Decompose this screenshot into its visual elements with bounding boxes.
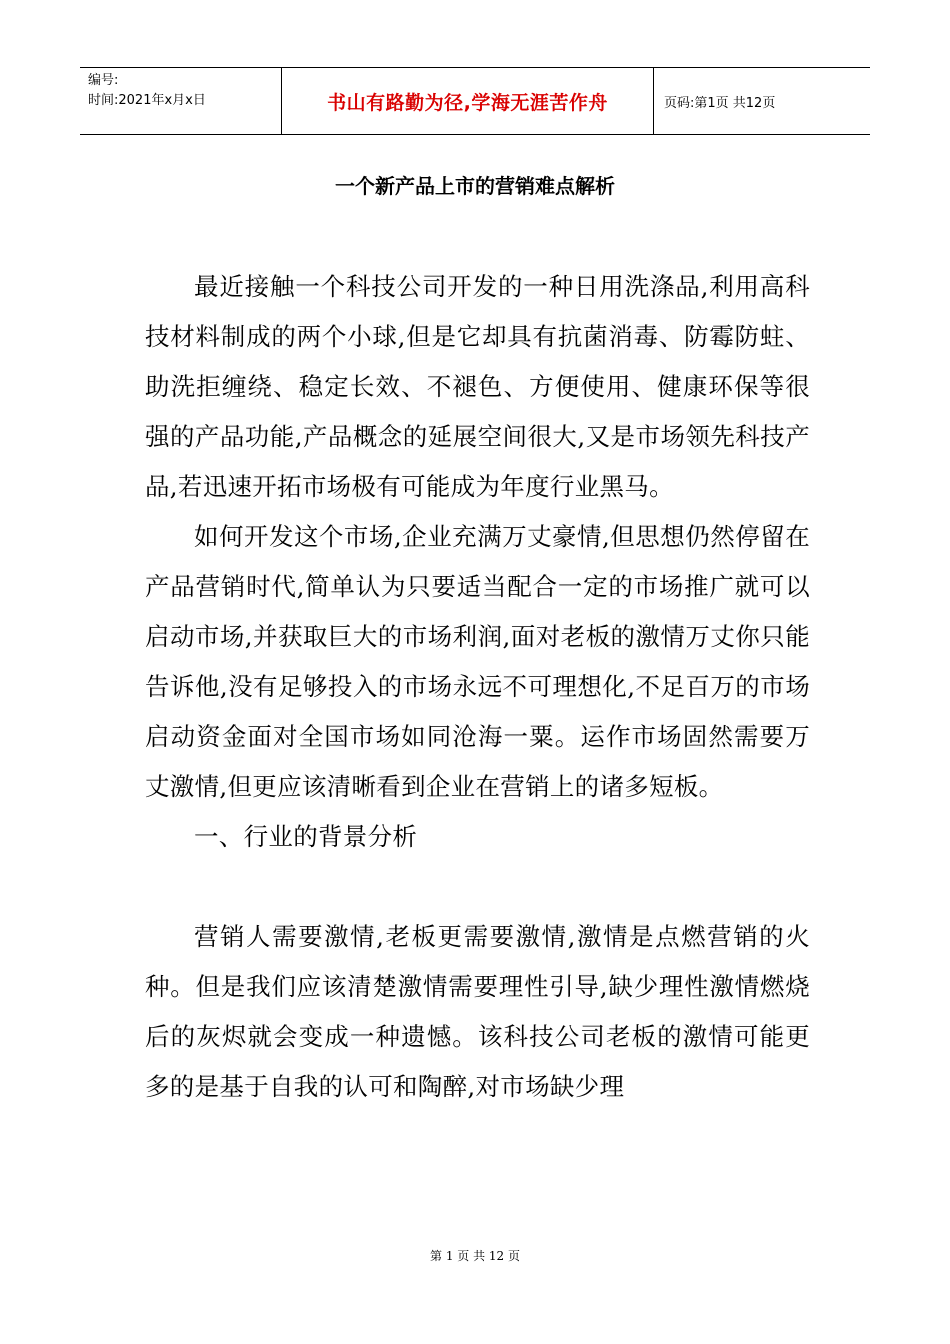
body-paragraph: 营销人需要激情,老板更需要激情,激情是点燃营销的火种。但是我们应该清楚激情需要理性引导,缺少理性激情燃烧后的灰烬就会变成一种遗憾。该科技公司老板的激情可能更多的是基于自我的认可和陶醉,对市场缺少理 bbox=[145, 922, 810, 1101]
document-number-label: 编号: bbox=[88, 73, 119, 88]
header-page-info: 页码:第1页 共12页 bbox=[664, 95, 776, 111]
section-heading: 一、行业的背景分析 bbox=[194, 822, 418, 851]
header-meta-cell bbox=[80, 68, 282, 134]
header-motto: 书山有路勤为径,学海无涯苦作舟 bbox=[282, 68, 654, 134]
body-paragraph: 如何开发这个市场,企业充满万丈豪情,但思想仍然停留在产品营销时代,简单认为只要适当配合一定的市场推广就可以启动市场,并获取巨大的市场利润,面对老板的激情万丈你只能告诉他,没有足够投入的市场永远不可理想化,不足百万的市场启动资金面对全国市场如同沧海一粟。运作市场固然需要万丈激情,但更应该清晰看到企业在营销上的诸多短板。 bbox=[145, 522, 810, 801]
spacer bbox=[145, 862, 810, 912]
document-body bbox=[145, 262, 810, 1112]
document-title: 一个新产品上市的营销难点解析 bbox=[335, 174, 615, 198]
page-header bbox=[80, 67, 870, 135]
page-footer: 第 1 页 共 12 页 bbox=[430, 1249, 520, 1263]
document-time-label: 时间:2021年x月x日 bbox=[88, 93, 206, 108]
body-paragraph: 最近接触一个科技公司开发的一种日用洗涤品,利用高科技材料制成的两个小球,但是它却具有抗菌消毒、防霉防蛀、助洗拒缠绕、稳定长效、不褪色、方便使用、健康环保等很强的产品功能,产品概念的延展空间很大,又是市场领先科技产品,若迅速开拓市场极有可能成为年度行业黑马。 bbox=[145, 272, 810, 501]
